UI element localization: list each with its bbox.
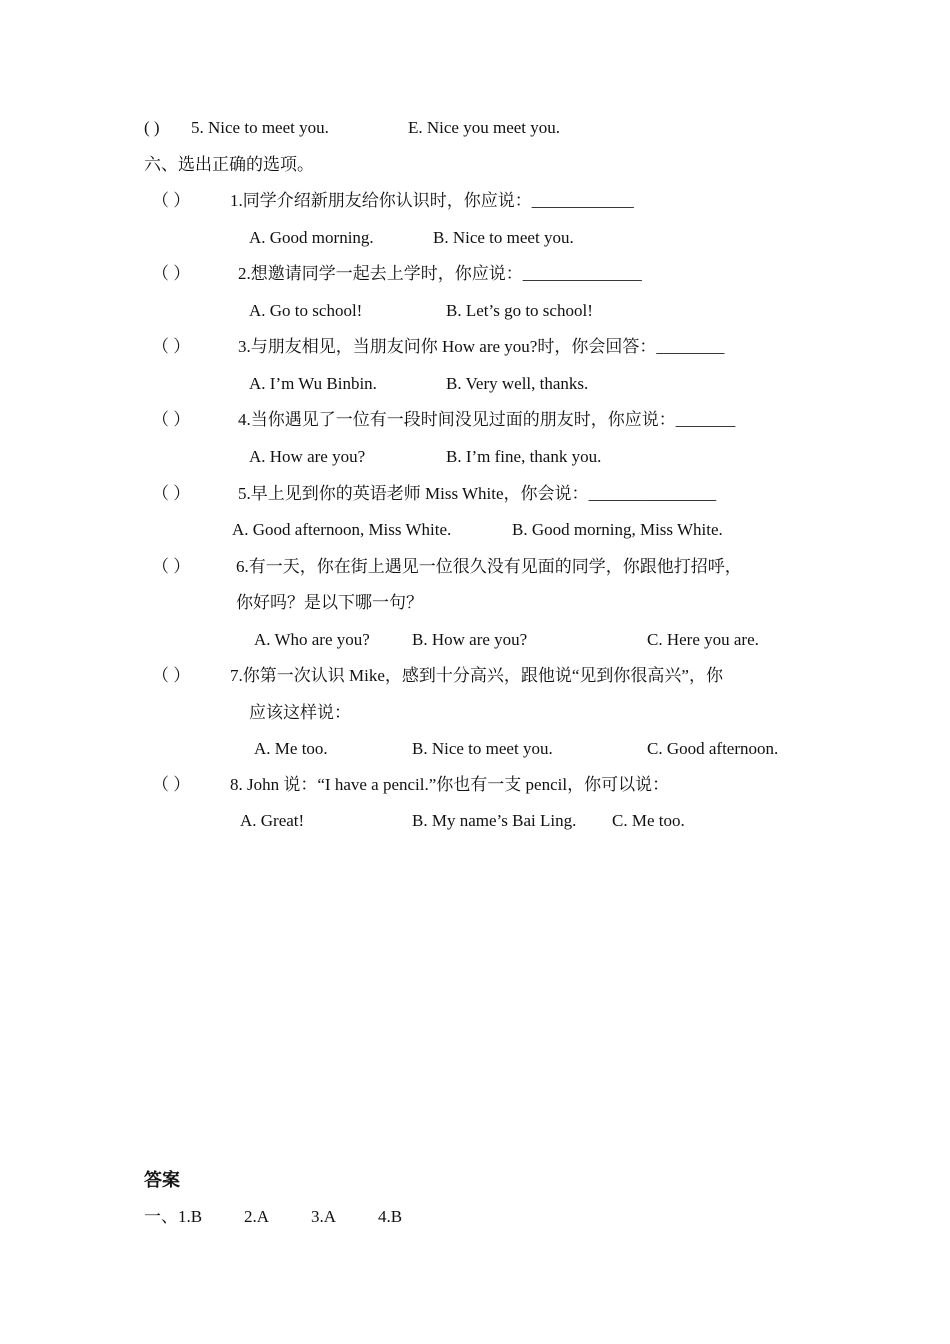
question-stem: 8. John 说：“I have a pencil.”你也有一支 pencil，你可以说： (230, 775, 670, 794)
paren-blank: （ ） (152, 666, 191, 685)
option-c: C. Here you are. (647, 630, 759, 649)
option-b: B. Very well, thanks. (446, 374, 589, 393)
option-b: B. How are you? (412, 630, 528, 649)
section-title: 六、选出正确的选项。 (144, 155, 314, 174)
paren-blank: （ ） (152, 484, 191, 503)
question-stem-continued: 应该这样说： (249, 703, 351, 722)
question-stem: 2.想邀请同学一起去上学时，你应说：______________ (238, 264, 642, 283)
option-b: B. Good morning, Miss White. (512, 520, 723, 539)
paren-blank: （ ） (152, 557, 191, 576)
answers-title: 答案 (144, 1170, 180, 1190)
question-stem: 4.当你遇见了一位有一段时间没见过面的朋友时，你应说：_______ (238, 410, 736, 429)
option-b: B. I’m fine, thank you. (446, 447, 602, 466)
question-stem: 3.与朋友相见，当朋友问你 How are you?时，你会回答：________ (238, 337, 725, 356)
option-a: A. Good afternoon, Miss White. (232, 520, 452, 539)
option-c: C. Me too. (612, 811, 685, 830)
option-a: A. Me too. (254, 739, 328, 758)
option-a: A. How are you? (249, 447, 366, 466)
question-stem-continued: 你好吗？是以下哪一句？ (236, 593, 423, 612)
option-a: A. Go to school! (249, 301, 363, 320)
option-c: C. Good afternoon. (647, 739, 779, 758)
option-b: B. Let’s go to school! (446, 301, 593, 320)
option-b: B. My name’s Bai Ling. (412, 811, 577, 830)
paren-blank: （ ） (152, 337, 191, 356)
paren-blank: ( ) (144, 118, 160, 137)
paren-blank: （ ） (152, 264, 191, 283)
paren-blank: （ ） (152, 775, 191, 794)
question-stem: 7.你第一次认识 Mike，感到十分高兴，跟他说“见到你很高兴”，你 (230, 666, 723, 685)
question-stem: 5.早上见到你的英语老师 Miss White，你会说：_______________ (238, 484, 717, 503)
answer-item: 一、1.B (144, 1207, 203, 1226)
question-text: 5. Nice to meet you. (191, 118, 329, 137)
answer-item: 2.A (244, 1207, 270, 1226)
option-a: A. Good morning. (249, 228, 374, 247)
option-a: A. Great! (240, 811, 305, 830)
paren-blank: （ ） (152, 410, 191, 429)
option-a: A. I’m Wu Binbin. (249, 374, 377, 393)
answer-item: 3.A (311, 1207, 337, 1226)
option-b: B. Nice to meet you. (433, 228, 574, 247)
match-option: E. Nice you meet you. (408, 118, 561, 137)
option-b: B. Nice to meet you. (412, 739, 553, 758)
option-a: A. Who are you? (254, 630, 370, 649)
answer-item: 4.B (378, 1207, 403, 1226)
paren-blank: （ ） (152, 191, 191, 210)
question-stem: 6.有一天，你在街上遇见一位很久没有见面的同学，你跟他打招呼， (236, 557, 742, 576)
question-stem: 1.同学介绍新朋友给你认识时，你应说：____________ (230, 191, 634, 210)
